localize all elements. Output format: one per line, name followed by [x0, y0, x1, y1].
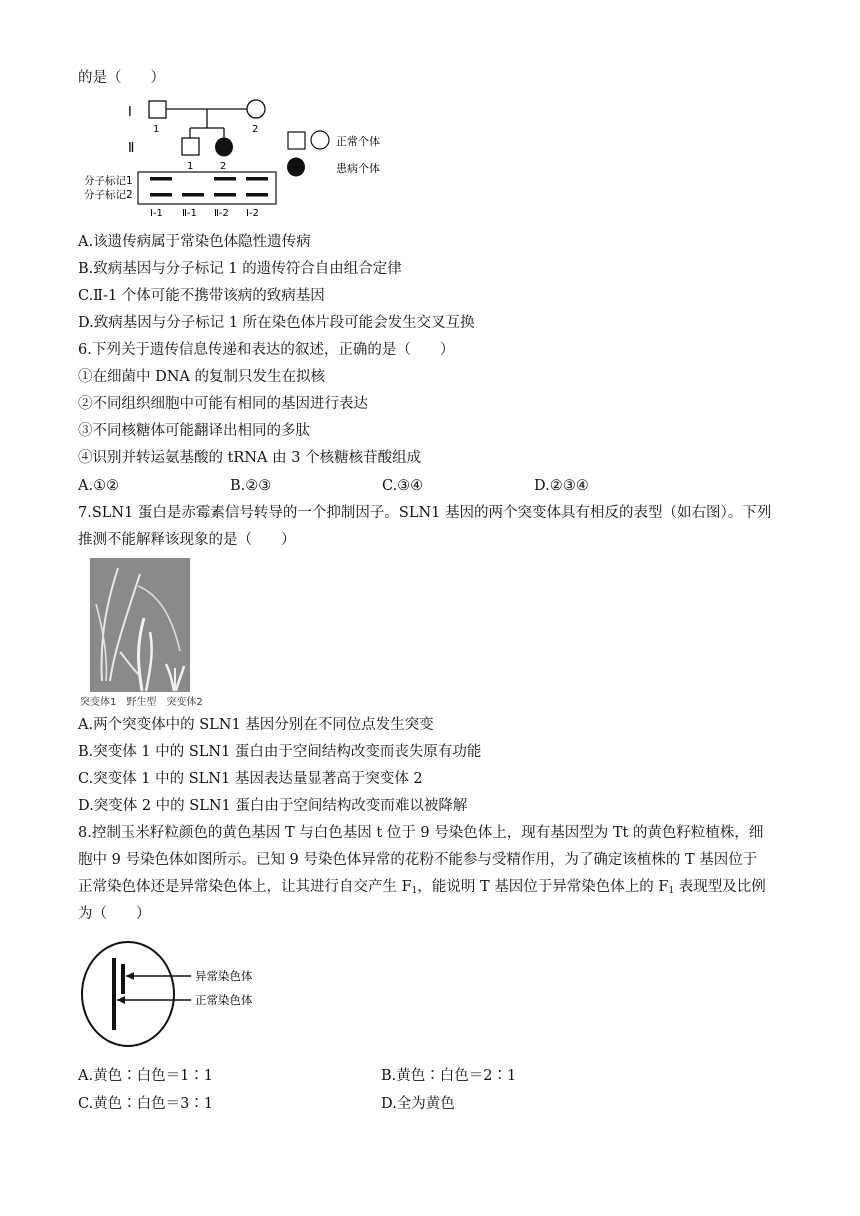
pedigree-I-1-number: 1 [153, 124, 160, 135]
q6-item-3: ③不同核糖体可能翻译出相同的多肽 [78, 423, 310, 439]
label-abnormal-chromosome: 异常染色体 [195, 969, 253, 983]
q7-option-a: A.两个突变体中的 SLN1 基因分别在不同位点发生突变 [78, 717, 434, 733]
q5-option-c: C.Ⅱ-1 个体可能不携带该病的致病基因 [78, 288, 325, 304]
gel-box [138, 172, 276, 204]
q6-stem: 6.下列关于遗传信息传递和表达的叙述，正确的是（ ） [78, 342, 455, 358]
q6-option-a: A.①② [78, 478, 120, 494]
legend-female-symbol [311, 131, 329, 149]
band-II2-m1 [214, 177, 236, 181]
lane-label-2: Ⅱ-1 [182, 208, 197, 219]
q8-option-c: C.黄色∶白色＝3∶1 [78, 1096, 214, 1112]
pedigree-II-2-number: 2 [220, 161, 227, 172]
q7-option-b: B.突变体 1 中的 SLN1 蛋白由于空间结构改变而丧失原有功能 [78, 744, 482, 760]
q8-stem-line3-part2: ，能说明 T 基因位于异常染色体上的 F [417, 879, 669, 895]
q5-stem-tail: 的是（ ） [78, 70, 165, 86]
q6-option-d: D.②③④ [534, 478, 589, 494]
legend-male-symbol [288, 132, 305, 149]
chromosome-cell-figure [76, 938, 276, 1058]
q7-option-d: D.突变体 2 中的 SLN1 蛋白由于空间结构改变而难以被降解 [78, 798, 468, 814]
q8-stem-line4: 为（ ） [78, 906, 151, 922]
q8-option-d: D.全为黄色 [381, 1096, 455, 1112]
band-I1-m1 [150, 177, 172, 181]
band-I1-m2 [150, 193, 172, 197]
q8-option-b: B.黄色∶白色＝2∶1 [381, 1068, 517, 1084]
band-I2-m1 [246, 177, 268, 181]
pedigree-figure [80, 92, 400, 222]
lane-label-4: Ⅰ-2 [246, 208, 259, 219]
lane-label-3: Ⅱ-2 [214, 208, 229, 219]
marker2-label: 分子标记2 [84, 189, 133, 201]
q6-item-1: ①在细菌中 DNA 的复制只发生在拟核 [78, 369, 326, 385]
generation-label-2: Ⅱ [128, 141, 135, 156]
q8-stem-line2: 胞中 9 号染色体如图所示。已知 9 号染色体异常的花粉不能参与受精作用，为了确定该植株的 T 基因位于 [78, 852, 758, 868]
legend-affected-symbol [287, 158, 305, 177]
legend-normal-label: 正常个体 [336, 135, 380, 148]
legend-affected-label: 患病个体 [336, 162, 380, 175]
pedigree-II-1-male [182, 138, 199, 155]
q8-stem-line3-subscript1: 1 [411, 886, 418, 896]
q8-option-a: A.黄色∶白色＝1∶1 [78, 1068, 214, 1084]
plant-mutant-photo [80, 556, 210, 708]
q5-option-b: B.致病基因与分子标记 1 的遗传符合自由组合定律 [78, 261, 402, 277]
band-II2-m2 [214, 193, 236, 197]
pedigree-II-1-number: 1 [187, 161, 194, 172]
band-I2-m2 [246, 193, 268, 197]
q6-item-4: ④识别并转运氨基酸的 tRNA 由 3 个核糖核苷酸组成 [78, 450, 422, 466]
q8-stem-line3-subscript2: 1 [668, 886, 675, 896]
q8-stem-line3-part3: 表现型及比例 [674, 879, 766, 895]
q8-stem-line1: 8.控制玉米籽粒颜色的黄色基因 T 与白色基因 t 位于 9 号染色体上，现有基因型为 Tt 的黄色籽粒植株，细 [78, 825, 764, 841]
abnormal-chromosome [121, 964, 125, 994]
q6-option-c: C.③④ [382, 478, 424, 494]
pedigree-I-2-number: 2 [252, 124, 259, 135]
band-II1-m2 [182, 193, 204, 197]
q7-stem-line2: 推测不能解释该现象的是（ ） [78, 532, 296, 548]
generation-label-1: Ⅰ [128, 105, 132, 120]
normal-chromosome [112, 958, 116, 1030]
pedigree-II-2-affected-female [215, 138, 233, 157]
pedigree-I-1-male [149, 101, 166, 118]
q8-stem-line3-part1: 正常染色体还是异常染色体上，让其进行自交产生 F [78, 879, 412, 895]
pedigree-I-2-female [247, 100, 265, 118]
photo-caption: 突变体1 野生型 突变体2 [80, 697, 203, 708]
cell-outline [82, 942, 174, 1046]
marker1-label: 分子标记1 [84, 175, 133, 187]
lane-label-1: Ⅰ-1 [150, 208, 163, 219]
q5-option-d: D.致病基因与分子标记 1 所在染色体片段可能会发生交叉互换 [78, 315, 475, 331]
q7-option-c: C.突变体 1 中的 SLN1 基因表达量显著高于突变体 2 [78, 771, 423, 787]
q8-stem-line3 [78, 877, 766, 901]
label-normal-chromosome: 正常染色体 [195, 993, 253, 1007]
q6-option-b: B.②③ [230, 478, 272, 494]
q6-item-2: ②不同组织细胞中可能有相同的基因进行表达 [78, 396, 368, 412]
q7-stem-line1: 7.SLN1 蛋白是赤霉素信号转导的一个抑制因子。SLN1 基因的两个突变体具有相反的表型（如右图）。下列 [78, 505, 772, 521]
q5-option-a: A.该遗传病属于常染色体隐性遗传病 [78, 234, 311, 250]
